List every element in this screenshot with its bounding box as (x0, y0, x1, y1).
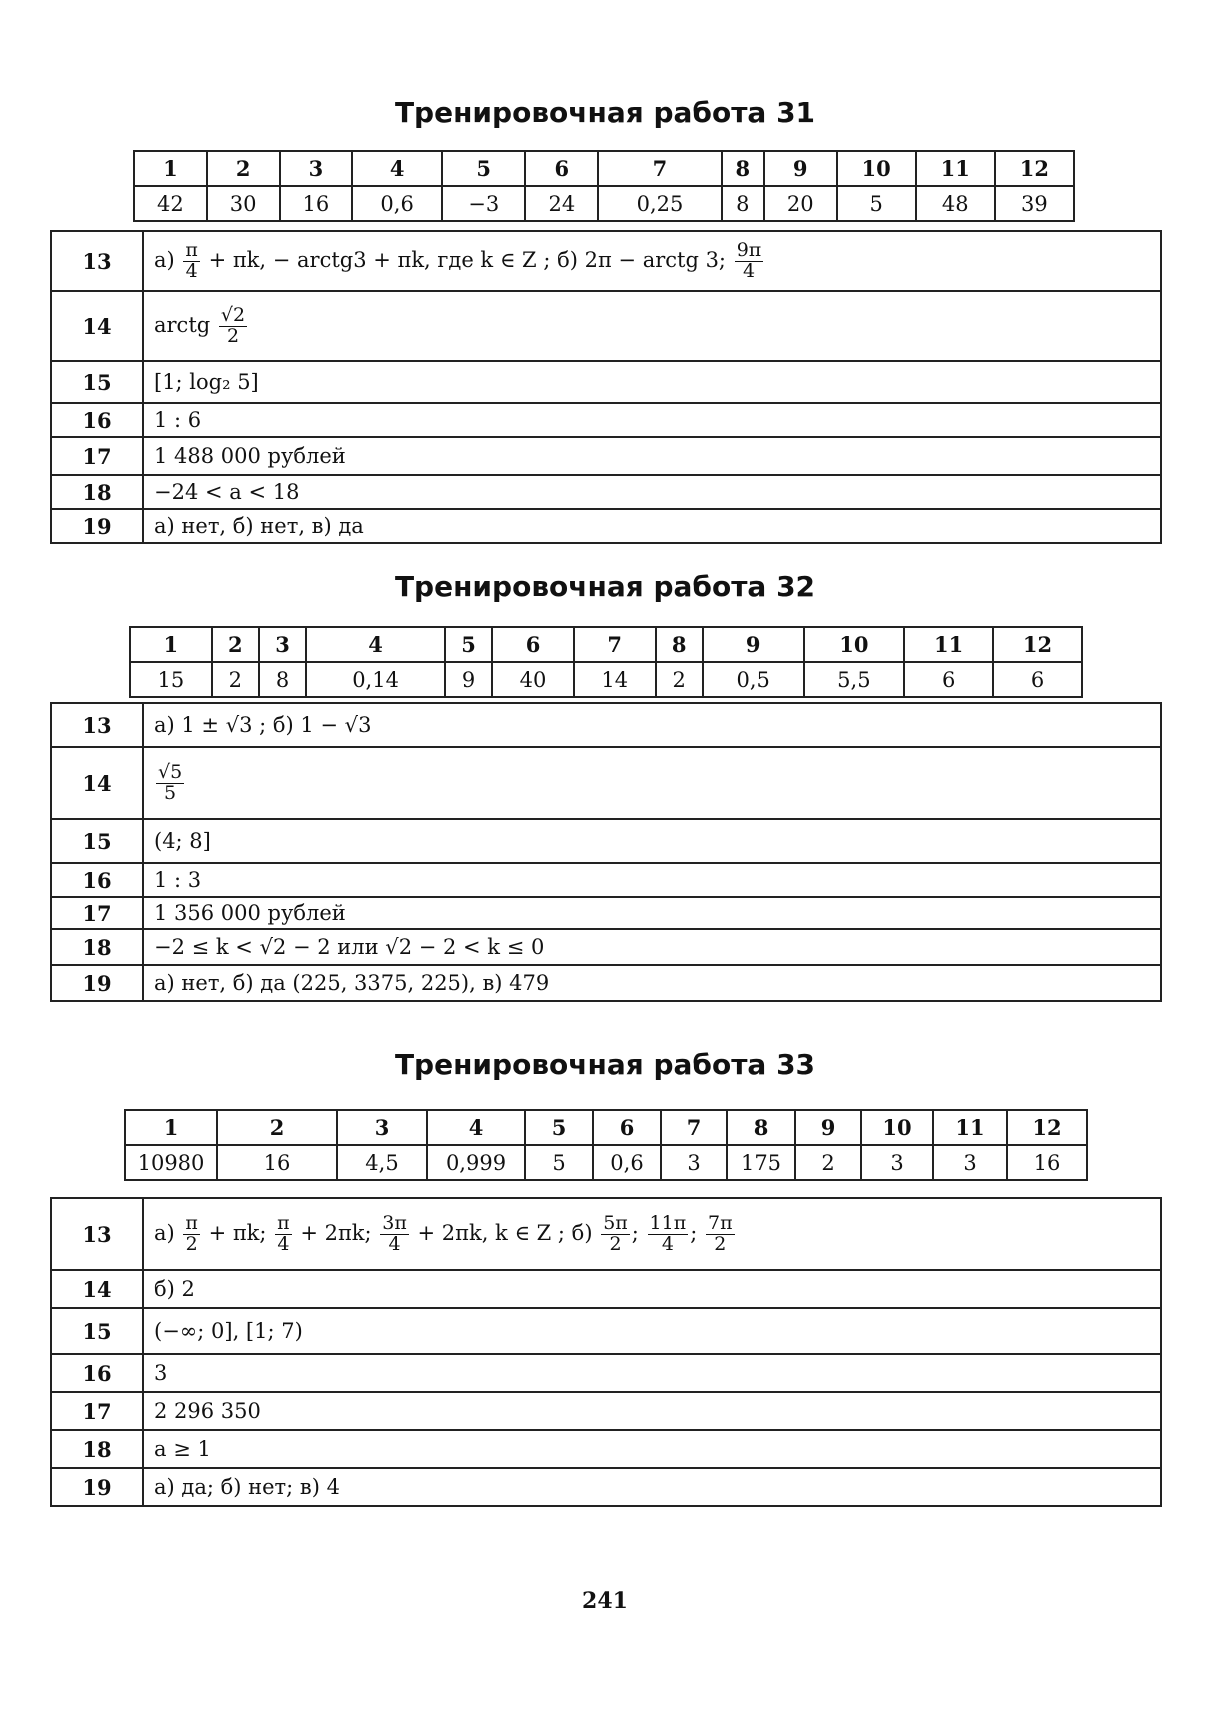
cell: 10 (861, 1110, 933, 1145)
cell: 7 (661, 1110, 727, 1145)
cell: 2 (212, 627, 259, 662)
task-number: 17 (51, 437, 143, 475)
denominator: 4 (742, 259, 756, 282)
task-answer (143, 747, 1161, 819)
cell: 6 (492, 627, 574, 662)
task-answer: (−∞; 0], [1; 7) (143, 1308, 1161, 1354)
task-answer: б) 2 (143, 1270, 1161, 1308)
cell: 5 (445, 627, 492, 662)
task-number: 16 (51, 1354, 143, 1392)
values-row (130, 662, 1082, 697)
cell: 1 (130, 627, 212, 662)
cell: 6 (904, 662, 993, 697)
table-row (51, 703, 1161, 747)
numerator: √2 (220, 303, 246, 326)
table-row (51, 897, 1161, 929)
task-answer: а) нет, б) нет, в) да (143, 509, 1161, 543)
task-answer: а) да; б) нет; в) 4 (143, 1468, 1161, 1506)
work-32-title: Тренировочная работа 32 (394, 570, 816, 603)
cell: 24 (525, 186, 598, 221)
cell: 8 (656, 627, 703, 662)
task-number: 16 (51, 863, 143, 897)
task-answer (143, 1198, 1161, 1270)
table-row (51, 231, 1161, 291)
cell: 8 (259, 662, 306, 697)
cell: 4 (352, 151, 442, 186)
numerator: 5π (603, 1211, 628, 1234)
numerator: 9π (736, 238, 762, 261)
table-row (51, 1430, 1161, 1468)
numerator: π (277, 1211, 290, 1234)
cell: 5 (525, 1110, 593, 1145)
task-answer: 1 : 6 (143, 403, 1161, 437)
work-31-title: Тренировочная работа 31 (394, 96, 816, 129)
cell: 11 (904, 627, 993, 662)
cell: 30 (207, 186, 280, 221)
task-number: 17 (51, 1392, 143, 1430)
denominator: 5 (164, 781, 177, 804)
table-row (51, 1468, 1161, 1506)
fraction (183, 1211, 200, 1255)
task-number: 13 (51, 703, 143, 747)
task-number: 19 (51, 965, 143, 1001)
cell: 48 (916, 186, 995, 221)
task-number: 13 (51, 1198, 143, 1270)
task-number: 18 (51, 475, 143, 509)
task-answer: 1 : 3 (143, 863, 1161, 897)
cell: 6 (593, 1110, 661, 1145)
table-row (51, 965, 1161, 1001)
cell: 9 (795, 1110, 861, 1145)
cell: 7 (574, 627, 656, 662)
fraction (275, 1211, 292, 1255)
cell: 2 (207, 151, 280, 186)
denominator: 2 (609, 1232, 622, 1255)
values-row (134, 186, 1074, 221)
cell: 14 (574, 662, 656, 697)
cell: 16 (280, 186, 353, 221)
cell: 11 (933, 1110, 1007, 1145)
denominator: 4 (277, 1232, 290, 1255)
task-answer: а) нет, б) да (225, 3375, 225), в) 479 (143, 965, 1161, 1001)
task-number: 14 (51, 747, 143, 819)
numerator: √5 (158, 760, 183, 783)
table-row (51, 361, 1161, 403)
cell: 0,5 (703, 662, 804, 697)
cell: 11 (916, 151, 995, 186)
task-number: 17 (51, 897, 143, 929)
part-label: а) (154, 1220, 175, 1245)
cell: 3 (933, 1145, 1007, 1180)
task-number: 16 (51, 403, 143, 437)
cell: 39 (995, 186, 1074, 221)
table-row (51, 1392, 1161, 1430)
table-row (51, 1270, 1161, 1308)
cell: 2 (217, 1110, 337, 1145)
cell: 0,999 (427, 1145, 525, 1180)
task-number: 18 (51, 929, 143, 965)
cell: 12 (993, 627, 1082, 662)
fraction (706, 1211, 735, 1255)
task-number: 14 (51, 291, 143, 361)
table-row (51, 437, 1161, 475)
values-row (125, 1145, 1087, 1180)
cell: 6 (993, 662, 1082, 697)
cell: 10 (804, 627, 905, 662)
header-row (130, 627, 1082, 662)
cell: 2 (795, 1145, 861, 1180)
cell: 5 (837, 186, 916, 221)
header-row (125, 1110, 1087, 1145)
cell: 10980 (125, 1145, 217, 1180)
task-answer: (4; 8] (143, 819, 1161, 863)
fraction (183, 238, 200, 282)
numerator: π (185, 1211, 198, 1234)
task-number: 19 (51, 509, 143, 543)
header-row (134, 151, 1074, 186)
denominator: 2 (714, 1232, 727, 1255)
task-answer: [1; log₂ 5] (143, 361, 1161, 403)
fraction (380, 1211, 409, 1255)
answer-text: + 2πk, k ∈ Z ; б) (417, 1220, 593, 1245)
fraction (735, 238, 764, 282)
cell: 2 (212, 662, 259, 697)
task-answer: 2 296 350 (143, 1392, 1161, 1430)
table-row (51, 819, 1161, 863)
work-31-long-table (50, 230, 1162, 544)
task-number: 19 (51, 1468, 143, 1506)
denominator: 2 (185, 1232, 198, 1255)
task-answer (143, 291, 1161, 361)
work-33-short-table (124, 1109, 1088, 1181)
cell: 3 (259, 627, 306, 662)
task-number: 15 (51, 361, 143, 403)
cell: 9 (764, 151, 837, 186)
denominator: 4 (661, 1232, 674, 1255)
cell: 4 (427, 1110, 525, 1145)
cell: 4 (306, 627, 445, 662)
numerator: 7π (707, 1211, 733, 1234)
cell: 5 (525, 1145, 593, 1180)
task-answer: a ≥ 1 (143, 1430, 1161, 1468)
part-label: а) (154, 247, 175, 272)
cell: 6 (525, 151, 598, 186)
answer-text: arctg (154, 312, 211, 337)
cell: 0,25 (598, 186, 722, 221)
table-row (51, 863, 1161, 897)
work-32-long-table (50, 702, 1162, 1002)
task-number: 15 (51, 1308, 143, 1354)
task-answer: −2 ≤ k < √2 − 2 или √2 − 2 < k ≤ 0 (143, 929, 1161, 965)
cell: 20 (764, 186, 837, 221)
cell: 5,5 (804, 662, 905, 697)
numerator: π (185, 238, 198, 261)
cell: 15 (130, 662, 212, 697)
cell: 0,6 (593, 1145, 661, 1180)
table-row (51, 1308, 1161, 1354)
task-number: 13 (51, 231, 143, 291)
task-answer: а) 1 ± √3 ; б) 1 − √3 (143, 703, 1161, 747)
cell: 42 (134, 186, 207, 221)
cell: 2 (656, 662, 703, 697)
answer-text: + 2πk; (300, 1220, 372, 1245)
cell: 1 (125, 1110, 217, 1145)
cell: 3 (861, 1145, 933, 1180)
cell: 5 (442, 151, 526, 186)
table-row (51, 509, 1161, 543)
cell: 12 (1007, 1110, 1087, 1145)
cell: 40 (492, 662, 574, 697)
denominator: 2 (226, 324, 240, 347)
cell: 8 (727, 1110, 795, 1145)
table-row (51, 747, 1161, 819)
answer-text: + πk; (208, 1220, 267, 1245)
task-answer: 1 488 000 рублей (143, 437, 1161, 475)
table-row (51, 929, 1161, 965)
separator: ; (690, 1220, 698, 1245)
cell: 3 (661, 1145, 727, 1180)
answer-text: + πk, − arctg3 + πk, где k ∈ Z ; б) 2π − arctg 3; (208, 247, 727, 272)
work-33-title: Тренировочная работа 33 (394, 1048, 816, 1081)
task-number: 18 (51, 1430, 143, 1468)
cell: 0,14 (306, 662, 445, 697)
cell: 3 (337, 1110, 427, 1145)
table-row (51, 1354, 1161, 1392)
cell: −3 (442, 186, 526, 221)
numerator: 3π (382, 1211, 407, 1234)
table-row (51, 403, 1161, 437)
cell: 8 (722, 186, 764, 221)
cell: 12 (995, 151, 1074, 186)
task-answer (143, 231, 1161, 291)
table-row (51, 475, 1161, 509)
cell: 10 (837, 151, 916, 186)
separator: ; (631, 1220, 639, 1245)
task-answer: −24 < a < 18 (143, 475, 1161, 509)
task-number: 14 (51, 1270, 143, 1308)
task-answer: 1 356 000 рублей (143, 897, 1161, 929)
denominator: 4 (185, 259, 198, 282)
work-31-short-table (133, 150, 1075, 222)
cell: 1 (134, 151, 207, 186)
fraction (648, 1211, 689, 1255)
cell: 4,5 (337, 1145, 427, 1180)
fraction (156, 760, 184, 804)
work-33-long-table (50, 1197, 1162, 1507)
table-row (51, 291, 1161, 361)
cell: 0,6 (352, 186, 442, 221)
page-number: 241 (582, 1588, 628, 1614)
table-row (51, 1198, 1161, 1270)
cell: 9 (445, 662, 492, 697)
work-32-short-table (129, 626, 1083, 698)
cell: 9 (703, 627, 804, 662)
cell: 7 (598, 151, 722, 186)
numerator: 11π (649, 1211, 687, 1234)
fraction (219, 303, 247, 347)
cell: 175 (727, 1145, 795, 1180)
cell: 16 (1007, 1145, 1087, 1180)
task-number: 15 (51, 819, 143, 863)
cell: 3 (280, 151, 353, 186)
cell: 16 (217, 1145, 337, 1180)
task-answer: 3 (143, 1354, 1161, 1392)
cell: 8 (722, 151, 764, 186)
fraction (601, 1211, 630, 1255)
denominator: 4 (388, 1232, 401, 1255)
